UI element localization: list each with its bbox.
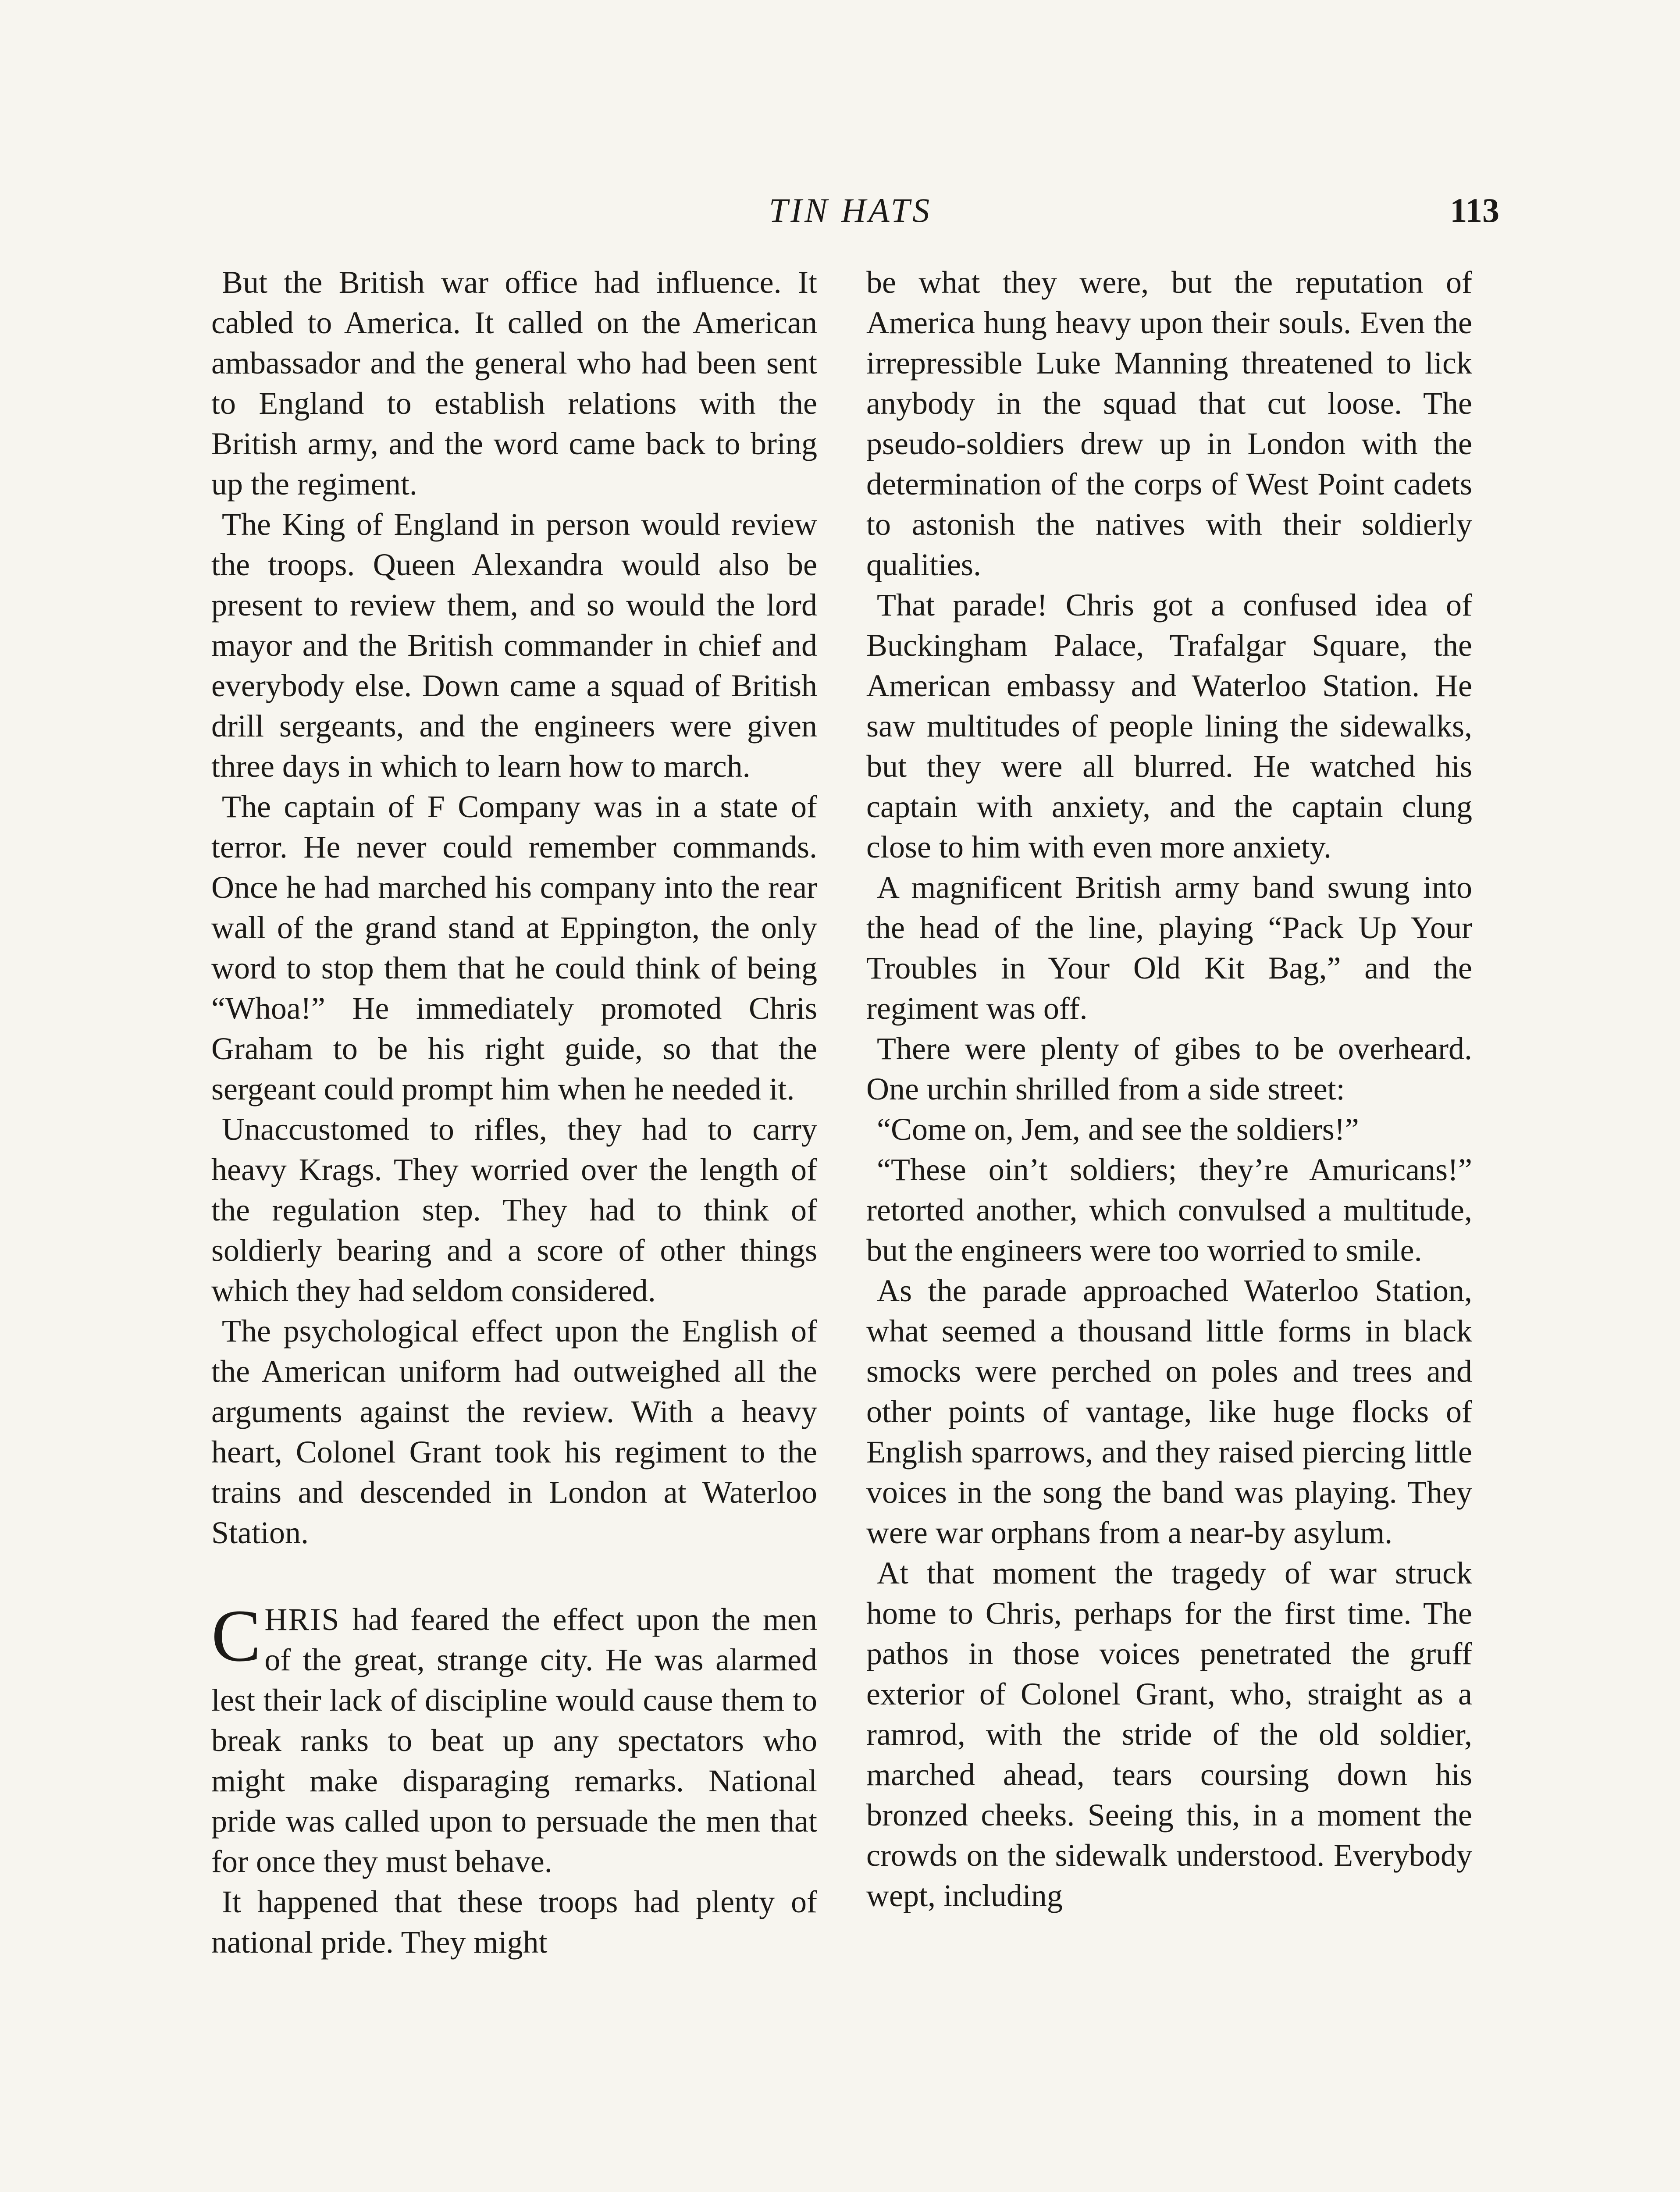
section-opening-paragraph — [211, 1594, 817, 1882]
paragraph-continued: be what they were, but the reputation of America hung heavy upon their souls. Even the irrepressible Luke Manning threatened to lick anybody in the squad that cut loose. The pseudo-soldiers drew up in London with the determination of the corps of West Point cadets to astonish the natives with their soldierly qualities. — [866, 265, 1472, 582]
paragraph: At that moment the tragedy of war struck home to Chris, perhaps for the first time. The pathos in those voices penetrated the gruff exterior of Colonel Grant, who, straight as a ramrod, with the stride of the old soldier, marched ahead, tears coursing down his bronzed cheeks. Seeing this, in a moment the crowds on the sidewalk understood. Everybody wept, including — [866, 1555, 1472, 1913]
running-head-title: TIN HATS — [769, 191, 933, 229]
page-number: 113 — [1450, 191, 1499, 229]
paragraph: It happened that these troops had plenty of national pride. They might — [211, 1884, 817, 1960]
paragraph: The psychological effect upon the English of the American uniform had outweighed all the arguments against the review. With a heavy heart, Colonel Grant took his regiment to the trains and descended in London at Waterloo Station. — [211, 1313, 817, 1550]
small-caps-lead: HRIS — [264, 1602, 340, 1637]
paragraph: But the British war office had influence. It cabled to America. It called on the American ambassador and the general who had been sent to England to establish relations with the British army, and the word came back to bring up the regiment. — [211, 265, 817, 502]
paragraph-text: had feared the effect upon the men of the great, strange city. He was alarmed lest their lack of discipline would cause them to break ranks to beat up any spectators who might make disparaging remarks. National pride was called upon to persuade the men that for once they must behave. — [211, 1602, 817, 1879]
paragraph: The captain of F Company was in a state of terror. He never could remember commands. Once he had marched his company into the rear wall of the grand stand at Eppington, the only word to stop them that he could think of being “Whoa!” He immediately promoted Chris Graham to be his right guide, so that the sergeant could prompt him when he needed it. — [211, 789, 817, 1107]
paragraph: There were plenty of gibes to be overheard. One urchin shrilled from a side street: — [866, 1031, 1472, 1107]
section-break — [211, 1553, 817, 1599]
paragraph: The King of England in person would review the troops. Queen Alexandra would also be present to review them, and so would the lord mayor and the British commander in chief and everybody else. Down came a squad of British drill sergeants, and the engineers were given three days in which to learn how to march. — [211, 507, 817, 784]
right-column — [866, 262, 1472, 1916]
paragraph: Unaccustomed to rifles, they had to carry heavy Krags. They worried over the length of the regulation step. They had to think of soldierly bearing and a score of other things which they had seldom considered. — [211, 1112, 817, 1308]
paragraph: “Come on, Jem, and see the soldiers!” — [877, 1112, 1359, 1147]
paragraph: As the parade approached Waterloo Station, what seemed a thousand little forms in black smocks were perched on poles and trees and other points of vantage, like huge flocks of English sparrows, and they raised piercing little voices in the song the band was playing. They were war orphans from a near-by asylum. — [866, 1273, 1472, 1550]
paragraph: “These oin’t soldiers; they’re Amuricans!” retorted another, which convulsed a multitude, but the engineers were too worried to smile. — [866, 1152, 1472, 1268]
paragraph: That parade! Chris got a confused idea of Buckingham Palace, Trafalgar Square, the American embassy and Waterloo Station. He saw multitudes of people lining the sidewalks, but they were all blurred. He watched his captain with anxiety, and the captain clung close to him with even more anxiety. — [866, 587, 1472, 865]
left-column — [211, 262, 817, 1962]
drop-cap: C — [211, 1594, 261, 1677]
paragraph: A magnificent British army band swung into the head of the line, playing “Pack Up Your Troubles in Your Old Kit Bag,” and the regiment was off. — [866, 870, 1472, 1026]
running-head — [0, 186, 1680, 239]
